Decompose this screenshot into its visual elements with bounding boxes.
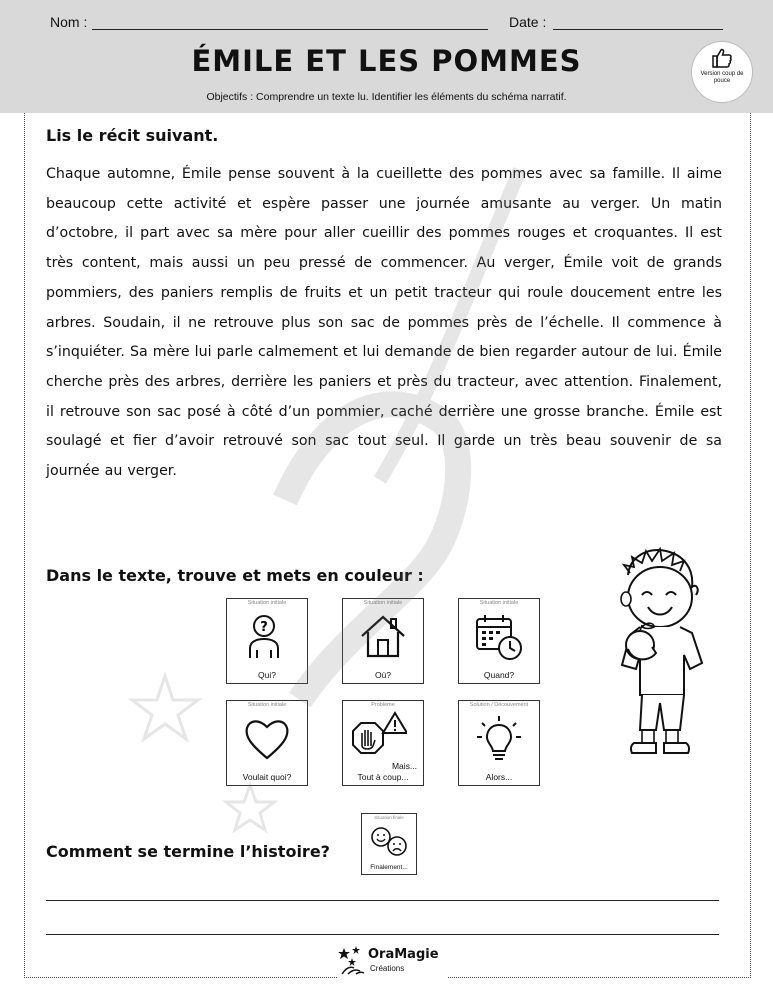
card-label: Quand? <box>483 670 515 680</box>
narrative-icons-grid <box>118 520 568 820</box>
badge-text: Version coup de pouce <box>700 71 744 84</box>
person-question-icon <box>242 612 292 662</box>
brand-name: OraMagie <box>368 947 439 962</box>
heart-icon <box>242 714 292 764</box>
house-icon <box>358 612 408 662</box>
card-ou[interactable] <box>342 598 424 684</box>
card-header: Situation finale <box>374 815 404 820</box>
happy-sad-faces-icon <box>368 823 410 859</box>
header-band <box>0 0 773 113</box>
objectives-text: Objectifs : Comprendre un texte lu. Identifier les éléments du schéma narratif. <box>206 91 567 103</box>
card-qui[interactable] <box>226 598 308 684</box>
date-label: Date : <box>509 14 547 30</box>
card-quand[interactable] <box>458 598 540 684</box>
card-header: Problème <box>371 702 395 708</box>
lightbulb-icon <box>474 714 524 764</box>
version-badge <box>691 41 753 103</box>
ending-heading: Comment se termine l’histoire? <box>46 842 330 861</box>
card-probleme[interactable] <box>342 700 424 786</box>
card-label: Où? <box>374 670 392 680</box>
card-label-tout-a-coup: Tout à coup... <box>357 772 409 782</box>
card-label: Alors... <box>485 772 513 782</box>
card-label: Voulait quoi? <box>242 772 292 782</box>
card-header: Situation initiale <box>247 600 287 606</box>
card-label: Qui? <box>258 670 276 680</box>
boy-with-apple-illustration <box>600 545 720 760</box>
card-header: Situation initiale <box>247 702 287 708</box>
card-voulait-quoi[interactable] <box>226 700 308 786</box>
story-text: Chaque automne, Émile pense souvent à la cueillette des pommes avec sa famille. Il aime beaucoup cette activité et espère passer une journée amusante au verger. Un matin d’octobre, il part avec sa mère pour aller cueillir des pommes rouges et croquantes. Il est très content, mais aussi un peu pressé de commencer. Au verger, Émile voit de grands pommiers, des paniers remplis de fruits et un petit tracteur qui roule doucement entre les arbres. Soudain, il ne retrouve plus son sac de pommes près de l’échelle. Il commence à s’inquiéter. Sa mère lui parle calmement et lui demande de bien regarder autour de lui. Émile cherche près des arbres, derrière les paniers et près du tracteur, avec attention. Finalement, il retrouve son sac posé à côté d’un pommier, caché derrière une grosse branche. Émile est soulagé et fier d’avoir retrouvé son sac tout seul. Il garde un très beau souvenir de sa journée au verger. <box>46 166 722 480</box>
name-label: Nom : <box>50 14 88 30</box>
page-title: ÉMILE ET LES POMMES <box>191 44 582 78</box>
answer-line-1[interactable] <box>46 900 719 901</box>
stars-logo-icon <box>338 946 366 976</box>
footer-logo <box>338 944 448 978</box>
name-write-line[interactable] <box>92 29 488 30</box>
card-header: Solution / Découvement <box>469 702 529 708</box>
stop-hand-warning-icon <box>351 711 407 761</box>
svg-text:?: ? <box>260 620 268 635</box>
card-alors[interactable] <box>458 700 540 786</box>
activity-heading: Dans le texte, trouve et mets en couleur : <box>46 566 424 585</box>
date-write-line[interactable] <box>553 29 723 30</box>
thumbs-up-icon <box>710 46 734 70</box>
card-label-mais: Mais... <box>391 761 417 771</box>
card-label: Finalement... <box>370 864 408 871</box>
brand-subtitle: Créations <box>370 964 405 973</box>
calendar-clock-icon <box>474 612 524 662</box>
card-header: Situation initiale <box>479 600 519 606</box>
card-finalement[interactable] <box>361 813 417 875</box>
reading-heading: Lis le récit suivant. <box>46 126 219 145</box>
answer-line-2[interactable] <box>46 934 719 935</box>
card-header: Situation initiale <box>363 600 403 606</box>
